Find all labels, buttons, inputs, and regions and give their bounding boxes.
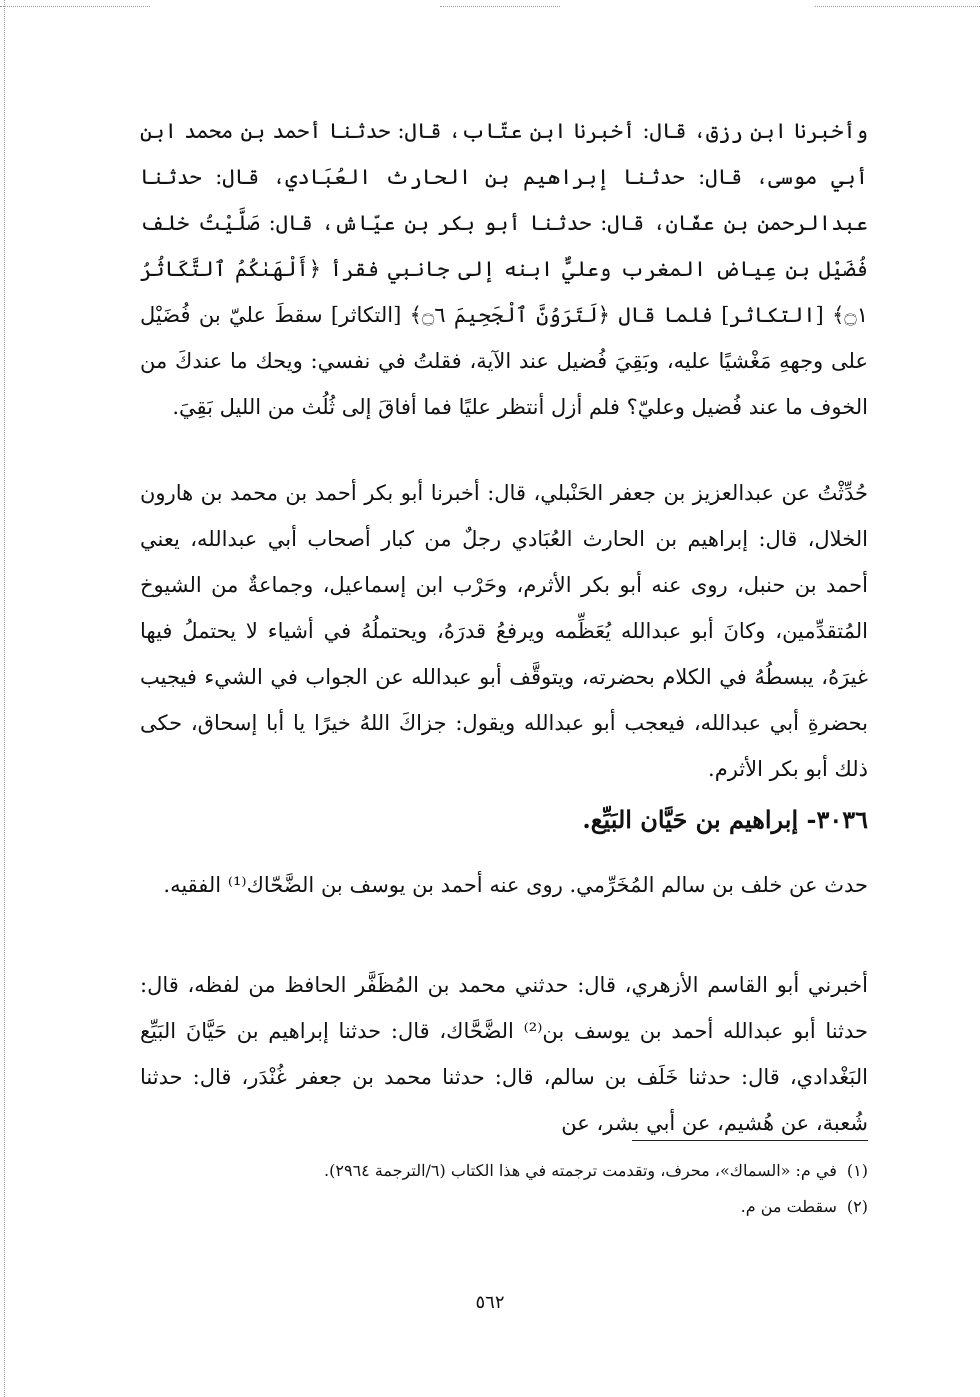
footnote-separator (632, 1140, 868, 1141)
entry-heading: ٣٠٣٦- إبراهيم بن حَيَّان البَيِّع. (582, 805, 868, 834)
footnote-1 (140, 1156, 868, 1186)
paragraph-ibrahim-al-ubadi: حُدِّثْتُ عن عبدالعزيز بن جعفر الحَنْبلي، قال: أخبرنا أبو بكر أحمد بن محمد بن هارون الخلال، قال: إبراهيم بن الحارث العُبَادي رجلٌ من كبار أصحاب أبي عبدالله، يعني أحمد بن حنبل، روى عنه أبو بكر الأثرم، وحَرْب ابن إسماعيل، وجماعةٌ من الشيوخ المُتقدِّمين، وكانَ أبو عبدالله يُعَظِّمه ويرفعُ قدرَهُ، ويحتملُهُ في أشياء لا يحتملُ فيها غيرَهُ، يبسطُهُ في الكلام بحضرته، ويتوقَّف أبو عبدالله عن الجواب في الشيء فيجيب بحضرةِ أبي عبدالله، فيعجب أبو عبدالله ويقول: جزاكَ اللهُ خيرًا يا أبا إسحاق، حكى ذلك أبو بكر الأثرم. (140, 481, 868, 781)
footnote-1-text: في م: «السماك»، محرف، وتقدمت ترجمته في هذا الكتاب (٦/الترجمة ٢٩٦٤). (324, 1161, 837, 1180)
page-number: ٥٦٢ (475, 1292, 505, 1313)
footnote-2 (140, 1192, 868, 1222)
scan-edge-top-left (0, 6, 150, 7)
footnote-2-text: سقطت من م. (740, 1197, 837, 1216)
scan-edge-top-middle (440, 6, 560, 7)
paragraph-entry-intro: حدث عن خلف بن سالم المُخَرِّمي. روى عنه أحمد بن يوسف بن الضَّحّاك⁽¹⁾ الفقيه. (163, 873, 868, 897)
paragraph-isnad: أخبرني أبو القاسم الأزهري، قال: حدثني محمد بن المُظَفَّر الحافظ من لفظه، قال: حدثنا أبو عبدالله أحمد بن يوسف بن⁽²⁾ الضَّحَّاك، قال: حدثنا إبراهيم بن حَيَّانَ البَيِّع البَغْدادي، قال: حدثنا خَلَف بن سالم، قال: حدثنا محمد بن جعفر غُنْدَر، قال: حدثنا شُعبة، عن هُشيم، عن أبي بشر، عن (140, 973, 868, 1135)
footnote-1-number: (١) (846, 1161, 868, 1180)
footnote-2-number: (٢) (846, 1197, 868, 1216)
scan-edge-left (4, 0, 5, 1397)
paragraph-narration-fudayl: وأخبرنا ابن رزق، قال: أخبرنا ابن عتّاب، قال: حدثنا أحمد بن محمد ابن أبي موسى، قال: حدثنا إبراهيم بن الحارث العُبَادي، قال: حدثنا عبدالرحمن بن عفّان، قال: حدثنا أبو بكر بن عيّاش، قال: صَلَّيْتُ خلف فُضَيْل بن عِياض المغرب وعليٌّ ابنه إلى جانبي فقرأ ﴿أَلْهَىٰكُمُ ٱلتَّكَاثُرُ ۝١﴾ [التكاثر] فلما قال ﴿لَتَرَوُنَّ ٱلْجَحِيمَ ۝٦﴾ [التكاثر] سقطَ عليّ بن فُضَيْل على وجههِ مَغْشيًا عليه، وبَقِيَ فُضيل عند الآية، فقلتُ في نفسي: ويحك ما عندكَ من الخوف ما عند فُضيل وعليّ؟ فلم أزل أنتظر عليًا فما أفاقَ إلى ثُلُث من الليل بَقِيَ. (140, 119, 868, 419)
scan-edge-top-right (815, 6, 980, 7)
